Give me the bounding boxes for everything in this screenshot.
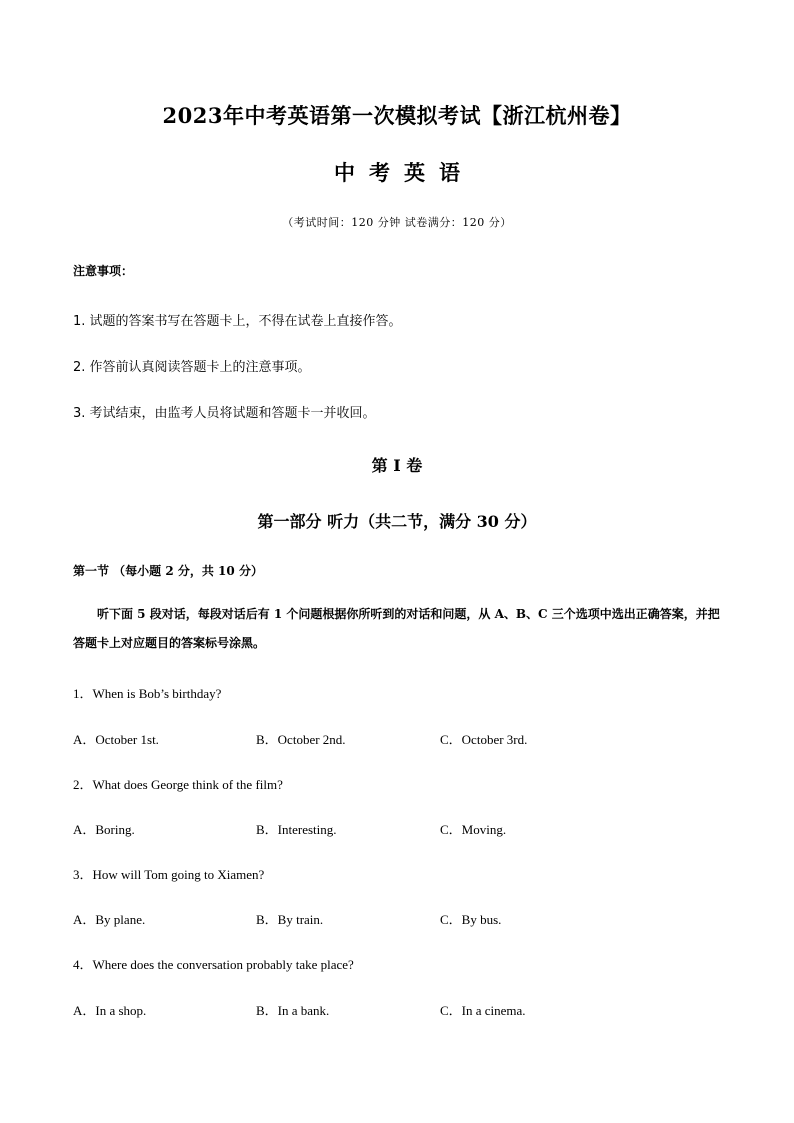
option-b: B．October 2nd.: [256, 732, 346, 747]
question-stem: 4．Where does the conversation probably take place?: [73, 957, 354, 972]
instruction-text: 听下面 5 段对话，每段对话后有 1 个问题根据你所听到的对话和问题，从 A、B、C 三个选项中选出正确答案，并把答题卡上对应题目的答案标号涂黑。: [73, 607, 720, 650]
page-subtitle: 中考英语: [334, 160, 474, 185]
option-b: B．In a bank.: [256, 1003, 330, 1018]
notice-item: 3. 考试结束，由监考人员将试题和答题卡一并收回。: [73, 406, 376, 421]
option-b: B．Interesting.: [256, 822, 337, 837]
volume-heading: 第 I 卷: [371, 456, 423, 475]
question-stem: 3．How will Tom going to Xiamen?: [73, 867, 265, 882]
exam-info: （考试时间：120 分钟 试卷满分：120 分）: [282, 216, 512, 229]
option-a: A．By plane.: [73, 912, 146, 927]
option-b: B．By train.: [256, 912, 324, 927]
question-stem: 1．When is Bob’s birthday?: [73, 686, 222, 701]
option-c: C．By bus.: [440, 912, 502, 927]
option-a: A．October 1st.: [73, 732, 159, 747]
option-a: A．In a shop.: [73, 1003, 147, 1018]
option-c: C．Moving.: [440, 822, 507, 837]
option-c: C．In a cinema.: [440, 1003, 526, 1018]
notice-item: 1. 试题的答案书写在答题卡上，不得在试卷上直接作答。: [73, 314, 402, 329]
notice-title: 注意事项：: [73, 264, 134, 278]
section-heading: 第一节 （每小题 2 分，共 10 分）: [73, 564, 263, 578]
question-stem: 2．What does George think of the film?: [73, 777, 283, 792]
option-c: C．October 3rd.: [440, 732, 528, 747]
part-heading: 第一部分 听力（共二节，满分 30 分）: [257, 512, 537, 531]
notice-item: 2. 作答前认真阅读答题卡上的注意事项。: [73, 360, 311, 375]
page-title: 2023年中考英语第一次模拟考试【浙江杭州卷】: [162, 103, 632, 128]
option-a: A．Boring.: [73, 822, 135, 837]
